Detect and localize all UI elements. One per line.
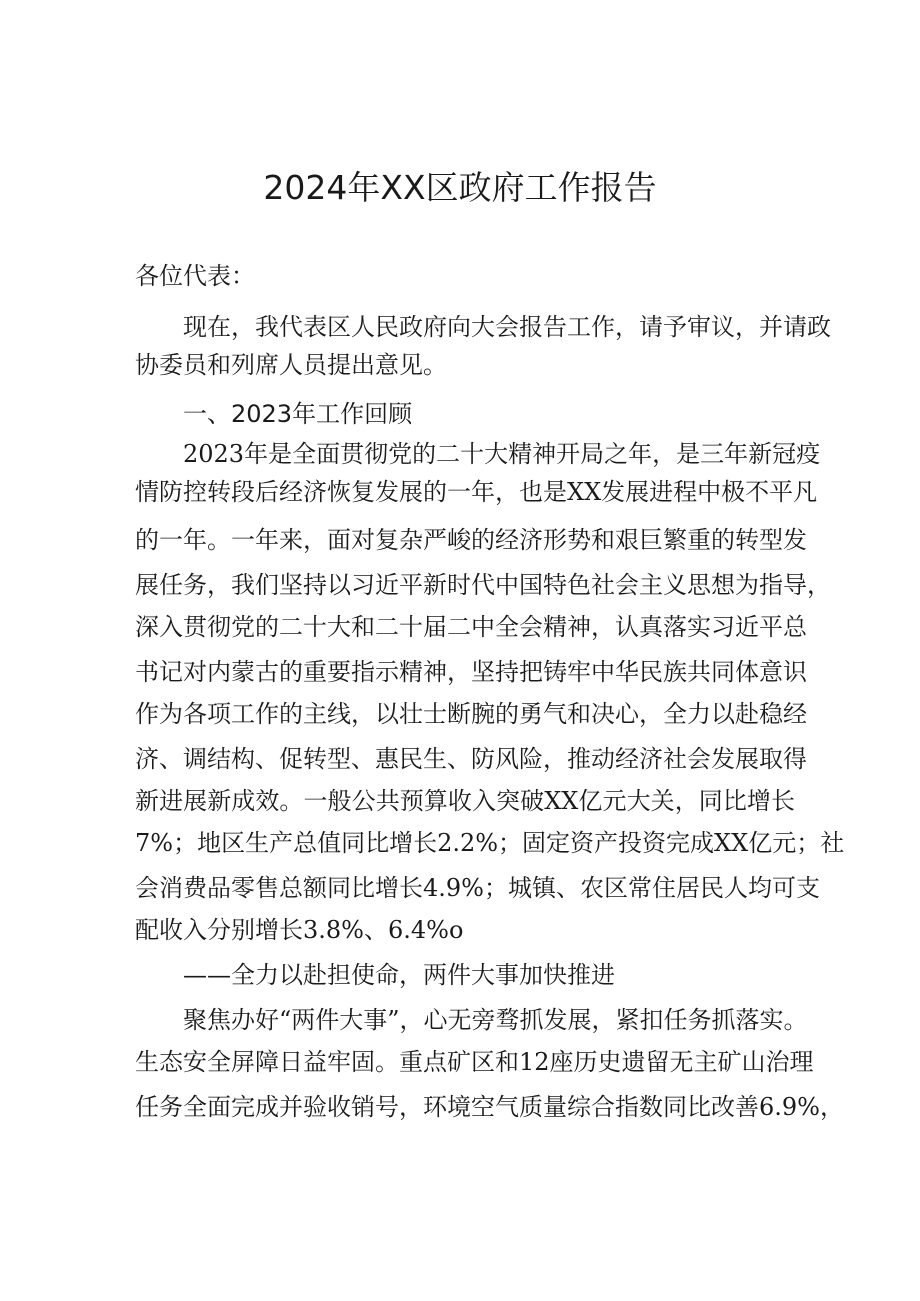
paragraph-line: 作为各项工作的主线，以壮士断腕的勇气和决心，全力以赴稳经	[135, 700, 807, 728]
intro-line: 协委员和列席人员提出意见。	[135, 351, 447, 379]
salutation: 各位代表：	[135, 262, 255, 290]
paragraph-line: 深入贯彻党的二十大和二十届二中全会精神，认真落实习近平总	[135, 613, 807, 641]
paragraph-line: 济、调结构、促转型、惠民生、防风险，推动经济社会发展取得	[135, 745, 807, 773]
paragraph-line: 配收入分别增长3.8%、6.4%o	[135, 916, 464, 944]
paragraph-line: 书记对内蒙古的重要指示精神，坚持把铸牢中华民族共同体意识	[135, 658, 807, 686]
paragraph-line: 任务全面完成并验收销号，环境空气质量综合指数同比改善6.9%，	[135, 1093, 844, 1121]
paragraph-line: 7%；地区生产总值同比增长2.2%；固定资产投资完成XX亿元；社	[135, 829, 845, 857]
paragraph-line: 2023年是全面贯彻党的二十大精神开局之年，是三年新冠疫	[183, 440, 821, 468]
paragraph-line: 情防控转段后经济恢复发展的一年，也是XX发展进程中极不平凡	[135, 478, 818, 506]
section-heading: 一、2023年工作回顾	[183, 400, 413, 428]
paragraph-line: 聚焦办好“两件大事”，心无旁骛抓发展，紧扣任务抓落实。	[183, 1006, 808, 1034]
paragraph-line: 生态安全屏障日益牢固。重点矿区和12座历史遗留无主矿山治理	[135, 1048, 814, 1076]
paragraph-line: 展任务，我们坚持以习近平新时代中国特色社会主义思想为指导，	[135, 571, 831, 599]
paragraph-line: 会消费品零售总额同比增长4.9%；城镇、农区常住居民人均可支	[135, 874, 820, 902]
subheading: ——全力以赴担使命，两件大事加快推进	[183, 961, 615, 989]
document-title: 2024年XX区政府工作报告	[263, 168, 657, 207]
paragraph-line: 的一年。一年来，面对复杂严峻的经济形势和艰巨繁重的转型发	[135, 526, 807, 554]
intro-line: 现在，我代表区人民政府向大会报告工作，请予审议，并请政	[183, 313, 831, 341]
paragraph-line: 新进展新成效。一般公共预算收入突破XX亿元大关，同比增长	[135, 787, 795, 815]
